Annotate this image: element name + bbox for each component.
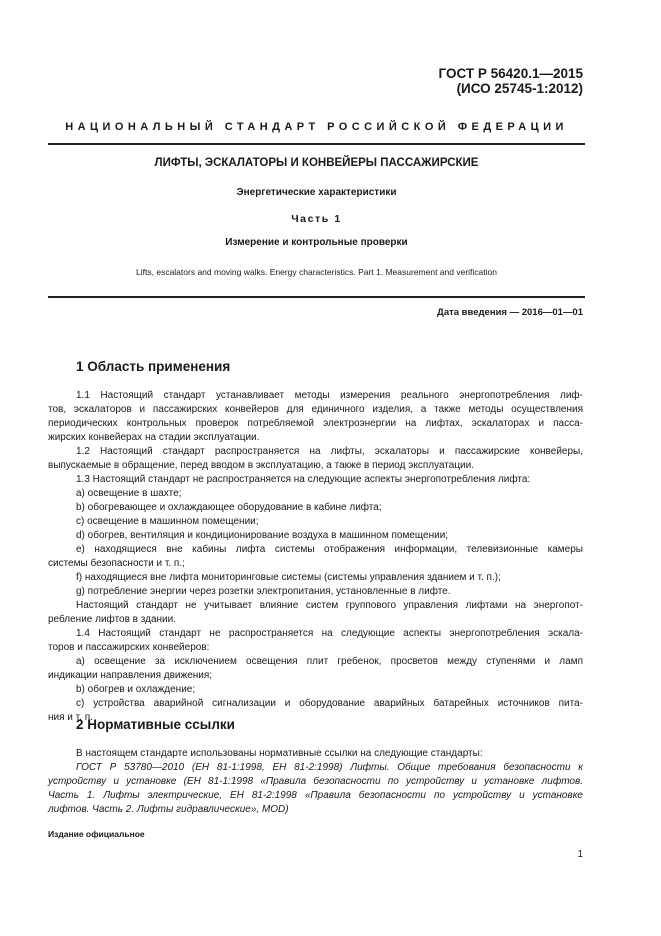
bottom-divider <box>48 296 585 298</box>
part-label: Часть 1 <box>291 213 342 225</box>
paragraph-line: Настоящий стандарт не учитывает влияние систем группового управления лифтами на энергопот- <box>76 600 583 611</box>
list-item: f) находящиеся вне лифта мониторинговые системы (системы управления зданием и т. п.); <box>76 572 501 583</box>
list-item: b) обогрев и охлаждение; <box>76 684 196 695</box>
document-title: ЛИФТЫ, ЭСКАЛАТОРЫ И КОНВЕЙЕРЫ ПАССАЖИРСКИЕ <box>154 157 479 169</box>
paragraph-line: выпускаемые в обращение, перед вводом в эксплуатацию, а также в период эксплуатации. <box>48 460 475 471</box>
list-item: системы безопасности и т. п.; <box>48 558 185 569</box>
part-title: Измерение и контрольные проверки <box>225 237 408 248</box>
paragraph-line: 1.4 Настоящий стандарт не распространяется на следующие аспекты энергопотребления эскала- <box>76 628 583 639</box>
list-item: c) освещение в машинном помещении; <box>76 516 259 527</box>
national-standard-banner: НАЦИОНАЛЬНЫЙ СТАНДАРТ РОССИЙСКОЙ ФЕДЕРАЦИИ <box>65 121 568 133</box>
page-number: 1 <box>577 849 583 860</box>
paragraph-line: 1.2 Настоящий стандарт распространяется на лифты, эскалаторы и пассажирские конвейеры, <box>76 446 583 457</box>
paragraph-line: В настоящем стандарте использованы нормативные ссылки на следующие стандарты: <box>76 748 483 759</box>
iso-code: (ИСО 25745-1:2012) <box>456 81 583 96</box>
list-item: b) обогревающее и охлаждающее оборудование в кабине лифта; <box>76 502 382 513</box>
paragraph-line: жирских конвейерах на стадии эксплуатации. <box>48 432 260 443</box>
list-item: e) находящиеся вне кабины лифта системы отображения информации, телевизионные камеры <box>76 544 583 555</box>
effective-date: Дата введения — 2016—01—01 <box>437 307 583 318</box>
reference-line: лифтов. Часть 2. Лифты гидравлические», MOD) <box>48 804 289 815</box>
reference-line: Часть 1. Лифты электрические, ЕН 81-2:1998 «Правила безопасности по устройству и установке <box>48 790 583 801</box>
standard-code-block <box>439 66 583 96</box>
section-heading-scope: 1 Область применения <box>76 359 231 374</box>
section-heading-references: 2 Нормативные ссылки <box>76 717 235 732</box>
paragraph-line: торов и пассажирских конвейеров: <box>48 642 210 653</box>
list-item: a) освещение за исключением освещения плит гребенок, просветов между ступенями и ламп <box>76 656 583 667</box>
list-item: g) потребление энергии через розетки электропитания, установленные в лифте. <box>76 586 451 597</box>
paragraph-line: тов, эскалаторов и пассажирских конвейеров для единичного изделия, а также методы осуществления <box>48 404 583 415</box>
paragraph-line: 1.3 Настоящий стандарт не распространяется на следующие аспекты энергопотребления лифта: <box>76 474 531 485</box>
top-divider <box>48 143 585 145</box>
list-item: d) обогрев, вентиляция и кондиционирование воздуха в машинном помещении; <box>76 530 449 541</box>
paragraph-line: ребление лифтов в здании. <box>48 614 177 625</box>
standard-code: ГОСТ Р 56420.1—2015 <box>438 66 583 81</box>
paragraph-line: периодических контрольных проверок потребляемой электроэнергии на лифтах, эскалаторах и пасса- <box>48 418 583 429</box>
official-edition-label: Издание официальное <box>48 829 145 839</box>
list-item: ния и т. п. <box>48 712 93 723</box>
list-item: c) устройства аварийной сигнализации и оборудование аварийных батарейных источников пита- <box>76 698 583 709</box>
reference-line: ГОСТ Р 53780—2010 (ЕН 81-1:1998, ЕН 81-2:1998) Лифты. Общие требования безопасности к <box>76 762 583 773</box>
list-item: индикации направления движения; <box>48 670 213 681</box>
paragraph-line: 1.1 Настоящий стандарт устанавливает методы измерения реального энергопотребления лиф- <box>76 390 583 401</box>
reference-line: устройству и установке (ЕН 81-1:1998 «Правила безопасности по устройству и установке лифтов. <box>48 776 583 787</box>
document-subtitle: Энергетические характеристики <box>236 187 397 198</box>
list-item: a) освещение в шахте; <box>76 488 182 499</box>
english-title: Lifts, escalators and moving walks. Energy characteristics. Part 1. Measurement and verification <box>136 267 497 277</box>
